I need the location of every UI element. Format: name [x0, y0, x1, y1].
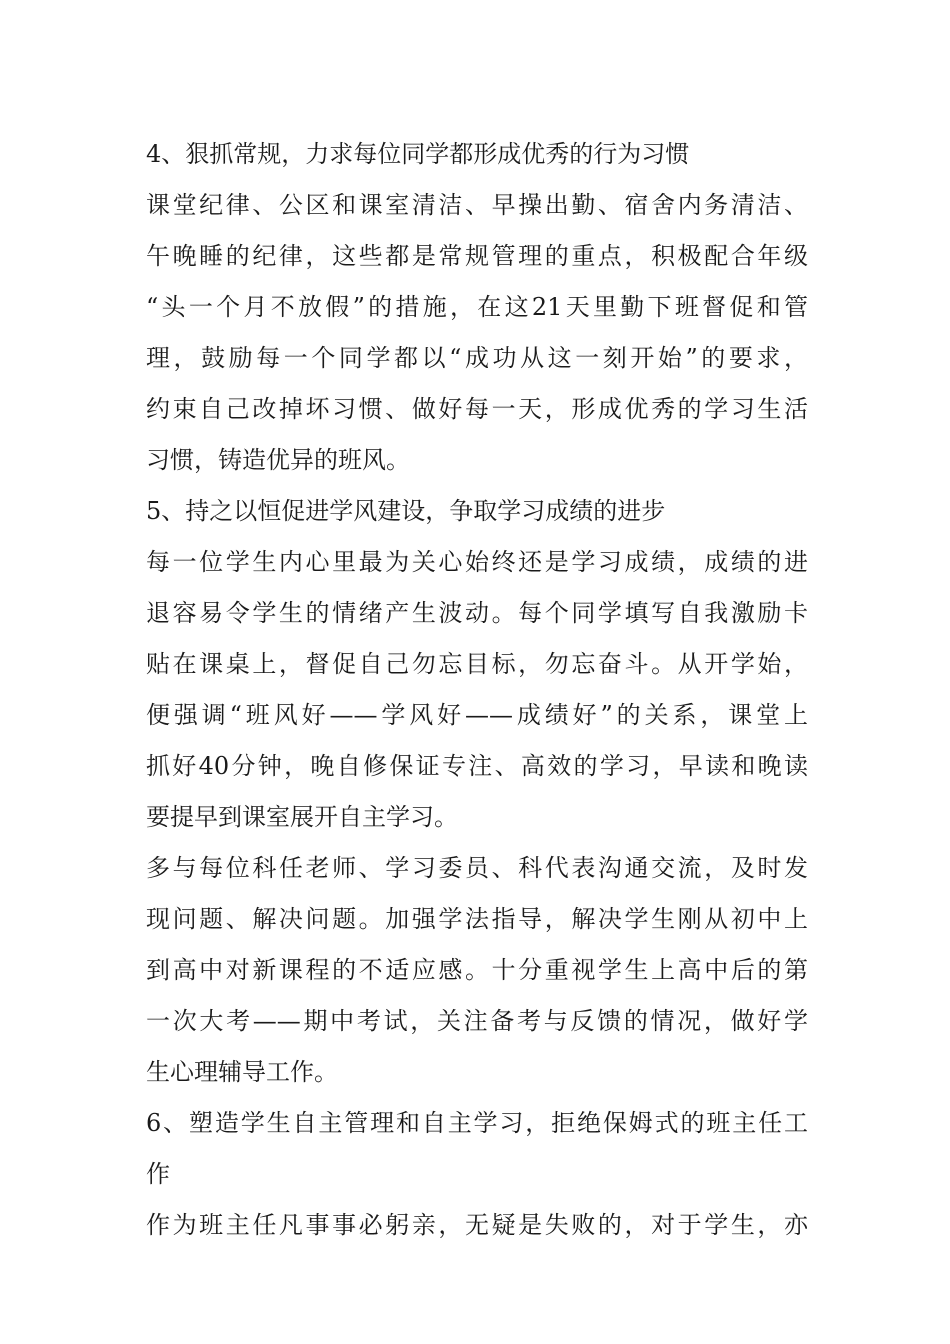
heading-6-continued: 作: [146, 1160, 170, 1188]
paragraph-line: 课堂纪律、公区和课室清洁、早操出勤、宿舍内务清洁、: [146, 191, 808, 219]
paragraph-line: 午晚睡的纪律，这些都是常规管理的重点，积极配合年级: [146, 242, 808, 270]
paragraph-line: 抓好40分钟，晚自修保证专注、高效的学习，早读和晚读: [146, 752, 808, 780]
paragraph-line: 现问题、解决问题。加强学法指导，解决学生刚从初中上: [146, 905, 808, 933]
document-body: [146, 129, 808, 1251]
heading-5: 5、持之以恒促进学风建设，争取学习成绩的进步: [146, 497, 666, 525]
paragraph-line: 作为班主任凡事事必躬亲，无疑是失败的，对于学生，亦: [146, 1211, 808, 1239]
heading-4: 4、狠抓常规，力求每位同学都形成优秀的行为习惯: [146, 140, 690, 168]
paragraph-line: 退容易令学生的情绪产生波动。每个同学填写自我激励卡: [146, 599, 808, 627]
paragraph-line: 每一位学生内心里最为关心始终还是学习成绩，成绩的进: [146, 548, 808, 576]
paragraph-line: 一次大考——期中考试，关注备考与反馈的情况，做好学: [146, 1007, 808, 1035]
paragraph-line: 到高中对新课程的不适应感。十分重视学生上高中后的第: [146, 956, 808, 984]
paragraph-line: “头一个月不放假”的措施，在这21天里勤下班督促和管: [146, 293, 808, 321]
paragraph-line: 要提早到课室展开自主学习。: [146, 803, 458, 831]
paragraph-line: 习惯，铸造优异的班风。: [146, 446, 410, 474]
paragraph-line: 生心理辅导工作。: [146, 1058, 338, 1086]
paragraph-line: 便强调“班风好——学风好——成绩好”的关系，课堂上: [146, 701, 808, 729]
heading-6: 6、塑造学生自主管理和自主学习，拒绝保姆式的班主任工: [146, 1109, 808, 1137]
paragraph-line: 约束自己改掉坏习惯、做好每一天，形成优秀的学习生活: [146, 395, 808, 423]
paragraph-line: 多与每位科任老师、学习委员、科代表沟通交流，及时发: [146, 854, 808, 882]
paragraph-line: 贴在课桌上，督促自己勿忘目标，勿忘奋斗。从开学始，: [146, 650, 808, 678]
paragraph-line: 理，鼓励每一个同学都以“成功从这一刻开始”的要求，: [146, 344, 808, 372]
